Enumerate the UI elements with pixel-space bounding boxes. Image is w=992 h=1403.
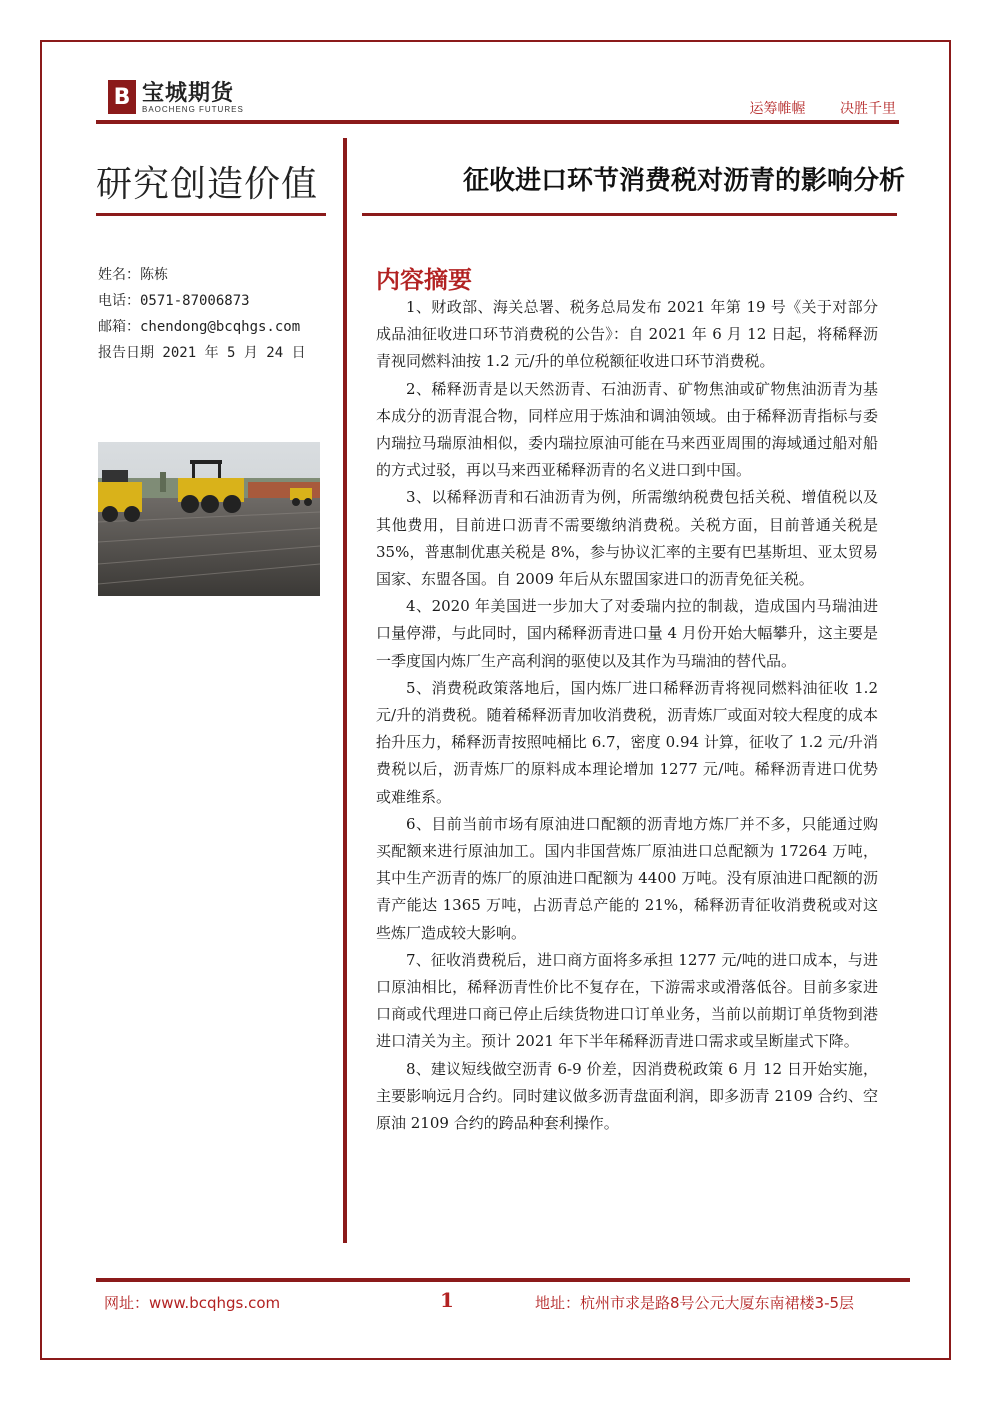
brand-tagline: 研究创造价值: [96, 164, 319, 205]
title-divider: [362, 213, 897, 216]
summary-paragraph-8: 8、建议短线做空沥青 6-9 价差，因消费税政策 6 月 12 日开始实施，主要影响远月合约。同时建议做多沥青盘面利润，即多沥青 2109 合约、空原油 2109 合约的跨品种套利操作。: [376, 1059, 878, 1133]
summary-paragraph-5: 5、消费税政策落地后，国内炼厂进口稀释沥青将视同燃料油征收 1.2 元/升的消费税。随着稀释沥青加收消费税，沥青炼厂或面对较大程度的成本抬升压力，稀释沥青按照吨桶比 6.7，密度 0.94 计算，征收了 1.2 元/升消费税以后，沥青炼厂的原料成本理论增加 1277 元/吨。稀释沥青进口优势或难维系。: [376, 678, 878, 806]
logo-text: [142, 81, 244, 114]
author-info: [98, 262, 306, 366]
summary-paragraph-6: 6、目前当前市场有原油进口配额的沥青地方炼厂并不多，只能通过购买配额来进行原油加工。国内非国营炼厂原油进口总配额为 17264 万吨，其中生产沥青的炼厂的原油进口配额为 4400 万吨。没有原油进口配额的沥青产能达 1365 万吨，占沥青总产能的 21%，稀释沥青征收消费税或对这些炼厂造成较大影响。: [376, 814, 878, 942]
author-name: 姓名：陈栋: [98, 267, 168, 283]
slogan-left: 运筹帷幄: [749, 101, 806, 117]
column-divider: [343, 138, 347, 1243]
summary-paragraph-7: 7、征收消费税后，进口商方面将多承担 1277 元/吨的进口成本，与进口原油相比，稀释沥青性价比不复存在，下游需求或滑落低谷。目前多家进口商或代理进口商已停止后续货物进口订单业务，当前以前期订单货物到港进口清关为主。预计 2021 年下半年稀释沥青进口需求或呈断崖式下降。: [376, 950, 878, 1051]
footer-website[interactable]: 网址：www.bcqhgs.com: [104, 1294, 281, 1312]
summary-paragraph-2: 2、稀释沥青是以天然沥青、石油沥青、矿物焦油或矿物焦油沥青为基本成分的沥青混合物，同样应用于炼油和调油领域。由于稀释沥青指标与委内瑞拉马瑞原油相似，委内瑞拉原油可能在马来西亚周围的海域通过船对船的方式过驳，再以马来西亚稀释沥青的名义进口到中国。: [376, 379, 878, 480]
report-date: 报告日期 2021 年 5 月 24 日: [98, 345, 306, 361]
summary-paragraph-3: 3、以稀释沥青和石油沥青为例，所需缴纳税费包括关税、增值税以及其他费用，目前进口沥青不需要缴纳消费税。关税方面，目前普通关税是 35%，普惠制优惠关税是 8%，参与协议汇率的主要有巴基斯坦、亚太贸易国家、东盟各国。自 2009 年后从东盟国家进口的沥青免征关税。: [376, 488, 878, 589]
slogan-right: 决胜千里: [840, 101, 896, 117]
company-logo: [108, 78, 244, 116]
logo-english: BAOCHENG FUTURES: [142, 104, 244, 114]
header-divider: [96, 120, 899, 124]
footer-divider: [96, 1278, 910, 1282]
report-title: 征收进口环节消费税对沥青的影响分析: [462, 166, 905, 196]
road-paving-image: [98, 442, 320, 596]
page-number: 1: [440, 1288, 454, 1312]
summary-paragraph-1: 1、财政部、海关总署、税务总局发布 2021 年第 19 号《关于对部分成品油征收进口环节消费税的公告》：自 2021 年 6 月 12 日起，将稀释沥青视同燃料油按 1.2 元/升的单位税额征收进口环节消费税。: [376, 298, 878, 371]
footer-address: 地址：杭州市求是路8号公元大厦东南裙楼3-5层: [535, 1294, 855, 1312]
slogan: [720, 98, 896, 118]
summary-content: [376, 294, 878, 1137]
logo-mark: B: [108, 80, 136, 114]
brand-divider: [96, 213, 326, 216]
summary-paragraph-4: 4、2020 年美国进一步加大了对委瑞内拉的制裁，造成国内马瑞油进口量停滞，与此同时，国内稀释沥青进口量 4 月份开始大幅攀升，这主要是一季度国内炼厂生产高利润的驱使以及其作为马瑞油的替代品。: [376, 597, 878, 670]
road-paving-photo: [98, 442, 320, 596]
author-email: 邮箱：chendong@bcqhgs.com: [98, 319, 301, 335]
author-phone: 电话：0571-87006873: [98, 293, 250, 309]
summary-heading: 内容摘要: [376, 266, 472, 294]
logo-chinese: 宝城期货: [142, 79, 235, 106]
